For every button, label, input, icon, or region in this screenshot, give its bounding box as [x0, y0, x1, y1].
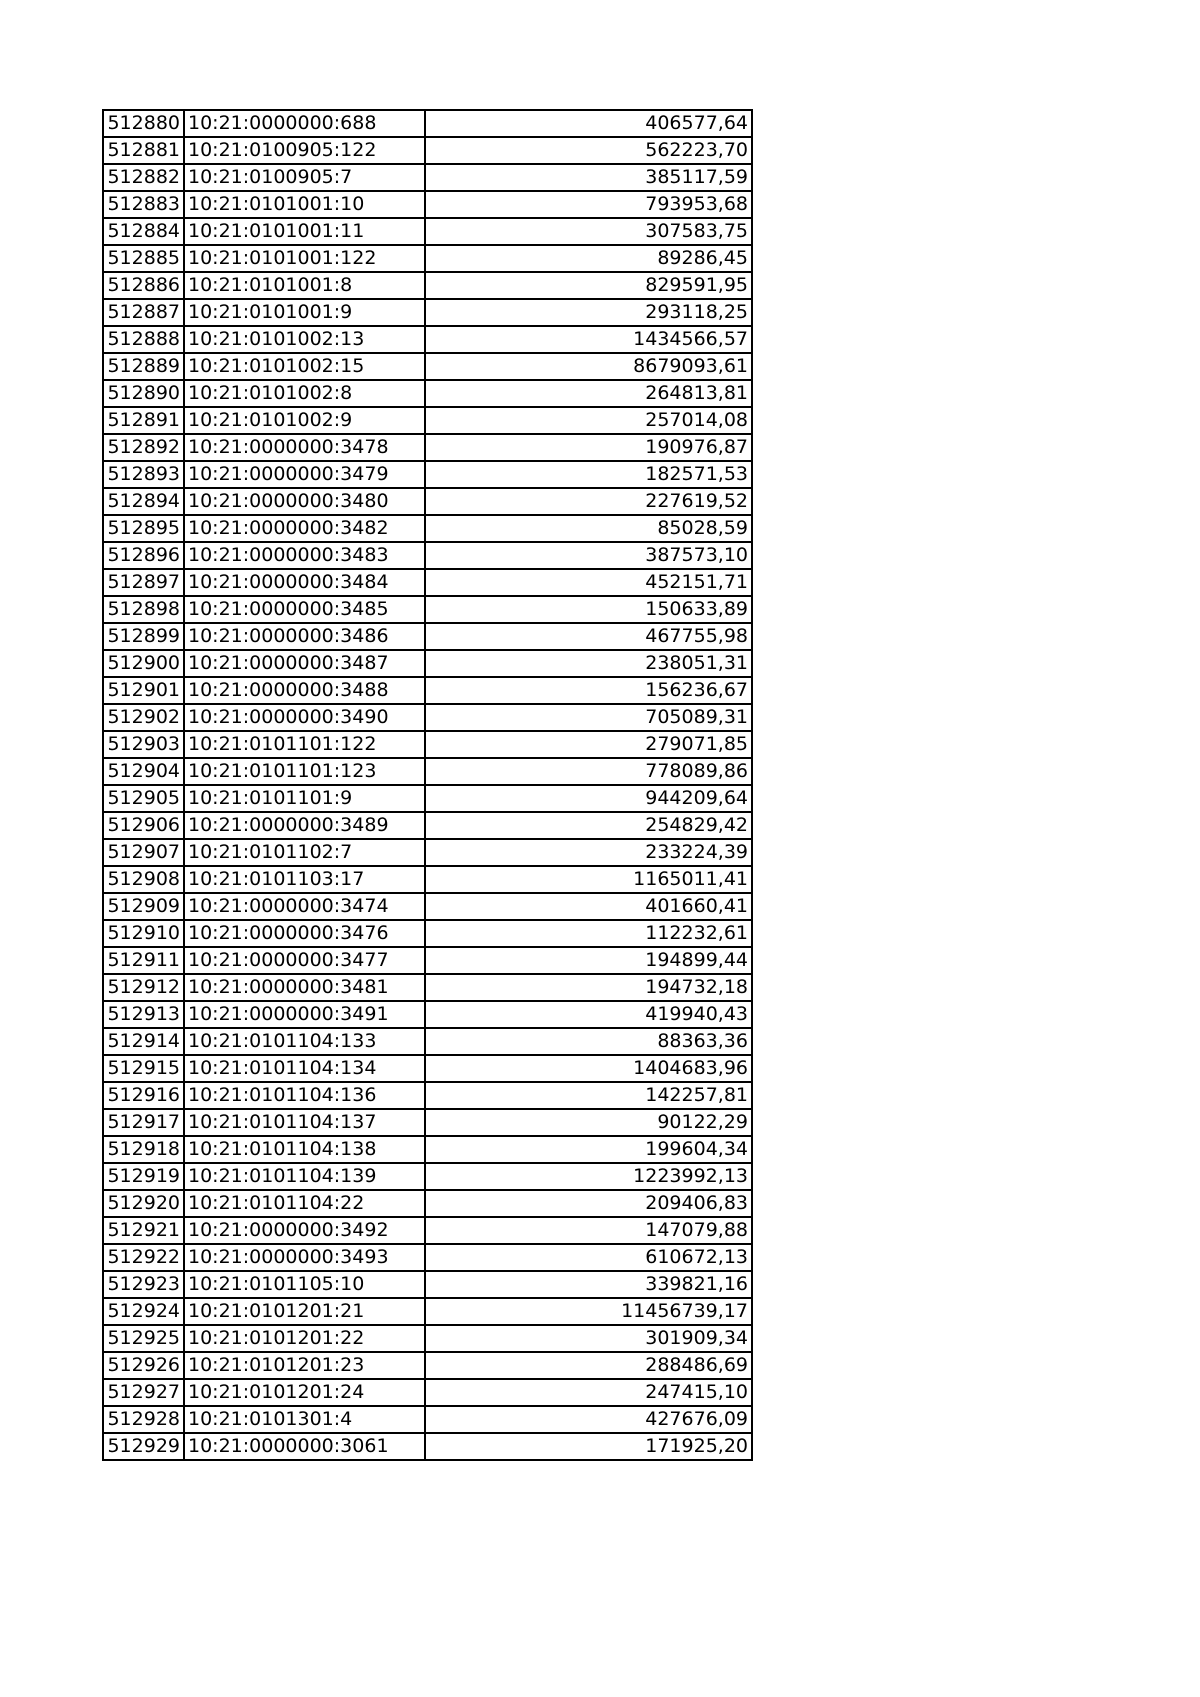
table-row [103, 974, 752, 1001]
value-cell: 171925,20 [425, 1433, 752, 1460]
table-row [103, 596, 752, 623]
cadastral-number-cell: 10:21:0101104:138 [184, 1136, 425, 1163]
table-row [103, 1298, 752, 1325]
row-id-cell: 512916 [103, 1082, 184, 1109]
value-cell: 829591,95 [425, 272, 752, 299]
value-cell: 8679093,61 [425, 353, 752, 380]
row-id-cell: 512890 [103, 380, 184, 407]
value-cell: 147079,88 [425, 1217, 752, 1244]
value-cell: 257014,08 [425, 407, 752, 434]
row-id-cell: 512883 [103, 191, 184, 218]
value-cell: 406577,64 [425, 110, 752, 137]
row-id-cell: 512900 [103, 650, 184, 677]
row-id-cell: 512928 [103, 1406, 184, 1433]
table-body [103, 110, 752, 1460]
row-id-cell: 512911 [103, 947, 184, 974]
row-id-cell: 512905 [103, 785, 184, 812]
value-cell: 452151,71 [425, 569, 752, 596]
cadastral-number-cell: 10:21:0000000:3482 [184, 515, 425, 542]
table-row [103, 461, 752, 488]
row-id-cell: 512899 [103, 623, 184, 650]
cadastral-number-cell: 10:21:0000000:688 [184, 110, 425, 137]
value-cell: 150633,89 [425, 596, 752, 623]
table-row [103, 1109, 752, 1136]
cadastral-number-cell: 10:21:0101103:17 [184, 866, 425, 893]
row-id-cell: 512906 [103, 812, 184, 839]
table-row [103, 1352, 752, 1379]
row-id-cell: 512908 [103, 866, 184, 893]
table-row [103, 110, 752, 137]
row-id-cell: 512884 [103, 218, 184, 245]
cadastral-number-cell: 10:21:0101102:7 [184, 839, 425, 866]
table-row [103, 326, 752, 353]
value-cell: 85028,59 [425, 515, 752, 542]
value-cell: 90122,29 [425, 1109, 752, 1136]
row-id-cell: 512917 [103, 1109, 184, 1136]
cadastral-number-cell: 10:21:0000000:3492 [184, 1217, 425, 1244]
table-row [103, 731, 752, 758]
table-row [103, 380, 752, 407]
row-id-cell: 512897 [103, 569, 184, 596]
cadastral-number-cell: 10:21:0101001:9 [184, 299, 425, 326]
value-cell: 339821,16 [425, 1271, 752, 1298]
table-row [103, 407, 752, 434]
row-id-cell: 512894 [103, 488, 184, 515]
row-id-cell: 512888 [103, 326, 184, 353]
cadastral-number-cell: 10:21:0000000:3485 [184, 596, 425, 623]
table-row [103, 434, 752, 461]
cadastral-number-cell: 10:21:0000000:3487 [184, 650, 425, 677]
row-id-cell: 512904 [103, 758, 184, 785]
data-table [102, 109, 753, 1461]
value-cell: 705089,31 [425, 704, 752, 731]
cadastral-number-cell: 10:21:0000000:3474 [184, 893, 425, 920]
cadastral-number-cell: 10:21:0101104:22 [184, 1190, 425, 1217]
table-row [103, 1028, 752, 1055]
cadastral-number-cell: 10:21:0000000:3061 [184, 1433, 425, 1460]
cadastral-number-cell: 10:21:0101201:22 [184, 1325, 425, 1352]
value-cell: 264813,81 [425, 380, 752, 407]
table-row [103, 272, 752, 299]
value-cell: 233224,39 [425, 839, 752, 866]
cadastral-number-cell: 10:21:0000000:3490 [184, 704, 425, 731]
row-id-cell: 512896 [103, 542, 184, 569]
value-cell: 385117,59 [425, 164, 752, 191]
value-cell: 778089,86 [425, 758, 752, 785]
cadastral-number-cell: 10:21:0000000:3477 [184, 947, 425, 974]
table-row [103, 1271, 752, 1298]
row-id-cell: 512882 [103, 164, 184, 191]
row-id-cell: 512926 [103, 1352, 184, 1379]
value-cell: 190976,87 [425, 434, 752, 461]
row-id-cell: 512880 [103, 110, 184, 137]
table-row [103, 758, 752, 785]
row-id-cell: 512892 [103, 434, 184, 461]
row-id-cell: 512915 [103, 1055, 184, 1082]
cadastral-number-cell: 10:21:0101105:10 [184, 1271, 425, 1298]
cadastral-number-cell: 10:21:0000000:3479 [184, 461, 425, 488]
value-cell: 247415,10 [425, 1379, 752, 1406]
table-row [103, 1190, 752, 1217]
cadastral-number-cell: 10:21:0101002:9 [184, 407, 425, 434]
value-cell: 227619,52 [425, 488, 752, 515]
row-id-cell: 512914 [103, 1028, 184, 1055]
table-row [103, 1136, 752, 1163]
table-row [103, 650, 752, 677]
value-cell: 1165011,41 [425, 866, 752, 893]
cadastral-number-cell: 10:21:0101104:133 [184, 1028, 425, 1055]
cadastral-number-cell: 10:21:0000000:3481 [184, 974, 425, 1001]
cadastral-number-cell: 10:21:0000000:3478 [184, 434, 425, 461]
value-cell: 793953,68 [425, 191, 752, 218]
cadastral-number-cell: 10:21:0100905:7 [184, 164, 425, 191]
row-id-cell: 512909 [103, 893, 184, 920]
table-row [103, 1379, 752, 1406]
value-cell: 467755,98 [425, 623, 752, 650]
table-row [103, 569, 752, 596]
value-cell: 209406,83 [425, 1190, 752, 1217]
row-id-cell: 512901 [103, 677, 184, 704]
row-id-cell: 512887 [103, 299, 184, 326]
cadastral-number-cell: 10:21:0101201:24 [184, 1379, 425, 1406]
table-row [103, 1055, 752, 1082]
cadastral-number-cell: 10:21:0000000:3480 [184, 488, 425, 515]
value-cell: 288486,69 [425, 1352, 752, 1379]
value-cell: 279071,85 [425, 731, 752, 758]
value-cell: 610672,13 [425, 1244, 752, 1271]
row-id-cell: 512886 [103, 272, 184, 299]
value-cell: 562223,70 [425, 137, 752, 164]
table-row [103, 920, 752, 947]
table-row [103, 785, 752, 812]
table-row [103, 488, 752, 515]
row-id-cell: 512918 [103, 1136, 184, 1163]
table-row [103, 1433, 752, 1460]
value-cell: 401660,41 [425, 893, 752, 920]
table-row [103, 542, 752, 569]
value-cell: 307583,75 [425, 218, 752, 245]
value-cell: 11456739,17 [425, 1298, 752, 1325]
cadastral-number-cell: 10:21:0101301:4 [184, 1406, 425, 1433]
value-cell: 238051,31 [425, 650, 752, 677]
table-row [103, 1163, 752, 1190]
value-cell: 1223992,13 [425, 1163, 752, 1190]
row-id-cell: 512881 [103, 137, 184, 164]
table-row [103, 164, 752, 191]
table-row [103, 191, 752, 218]
value-cell: 944209,64 [425, 785, 752, 812]
cadastral-number-cell: 10:21:0101001:122 [184, 245, 425, 272]
cadastral-number-cell: 10:21:0101002:8 [184, 380, 425, 407]
value-cell: 142257,81 [425, 1082, 752, 1109]
table-row [103, 1406, 752, 1433]
table-row [103, 1001, 752, 1028]
row-id-cell: 512913 [103, 1001, 184, 1028]
table-row [103, 812, 752, 839]
table-row [103, 893, 752, 920]
cadastral-number-cell: 10:21:0101104:137 [184, 1109, 425, 1136]
value-cell: 387573,10 [425, 542, 752, 569]
row-id-cell: 512924 [103, 1298, 184, 1325]
row-id-cell: 512929 [103, 1433, 184, 1460]
cadastral-number-cell: 10:21:0101001:10 [184, 191, 425, 218]
row-id-cell: 512895 [103, 515, 184, 542]
value-cell: 112232,61 [425, 920, 752, 947]
cadastral-number-cell: 10:21:0101001:8 [184, 272, 425, 299]
row-id-cell: 512885 [103, 245, 184, 272]
row-id-cell: 512891 [103, 407, 184, 434]
value-cell: 194732,18 [425, 974, 752, 1001]
table-row [103, 1082, 752, 1109]
cadastral-number-cell: 10:21:0101101:122 [184, 731, 425, 758]
row-id-cell: 512907 [103, 839, 184, 866]
cadastral-number-cell: 10:21:0101101:123 [184, 758, 425, 785]
value-cell: 293118,25 [425, 299, 752, 326]
table-row [103, 839, 752, 866]
table-row [103, 866, 752, 893]
value-cell: 199604,34 [425, 1136, 752, 1163]
row-id-cell: 512922 [103, 1244, 184, 1271]
row-id-cell: 512921 [103, 1217, 184, 1244]
value-cell: 156236,67 [425, 677, 752, 704]
value-cell: 254829,42 [425, 812, 752, 839]
row-id-cell: 512893 [103, 461, 184, 488]
row-id-cell: 512902 [103, 704, 184, 731]
table-row [103, 1244, 752, 1271]
value-cell: 194899,44 [425, 947, 752, 974]
table-row [103, 245, 752, 272]
value-cell: 427676,09 [425, 1406, 752, 1433]
cadastral-number-cell: 10:21:0000000:3493 [184, 1244, 425, 1271]
value-cell: 301909,34 [425, 1325, 752, 1352]
row-id-cell: 512927 [103, 1379, 184, 1406]
cadastral-number-cell: 10:21:0000000:3484 [184, 569, 425, 596]
cadastral-number-cell: 10:21:0000000:3489 [184, 812, 425, 839]
cadastral-number-cell: 10:21:0000000:3476 [184, 920, 425, 947]
cadastral-number-cell: 10:21:0101104:139 [184, 1163, 425, 1190]
cadastral-number-cell: 10:21:0101001:11 [184, 218, 425, 245]
row-id-cell: 512898 [103, 596, 184, 623]
cadastral-number-cell: 10:21:0101101:9 [184, 785, 425, 812]
cadastral-number-cell: 10:21:0101201:23 [184, 1352, 425, 1379]
cadastral-number-cell: 10:21:0101104:134 [184, 1055, 425, 1082]
row-id-cell: 512889 [103, 353, 184, 380]
row-id-cell: 512910 [103, 920, 184, 947]
table-row [103, 515, 752, 542]
row-id-cell: 512903 [103, 731, 184, 758]
row-id-cell: 512919 [103, 1163, 184, 1190]
table-row [103, 218, 752, 245]
cadastral-number-cell: 10:21:0000000:3491 [184, 1001, 425, 1028]
cadastral-number-cell: 10:21:0000000:3488 [184, 677, 425, 704]
cadastral-number-cell: 10:21:0101104:136 [184, 1082, 425, 1109]
value-cell: 1404683,96 [425, 1055, 752, 1082]
table-row [103, 1217, 752, 1244]
row-id-cell: 512912 [103, 974, 184, 1001]
table-row [103, 677, 752, 704]
table-row [103, 1325, 752, 1352]
value-cell: 182571,53 [425, 461, 752, 488]
value-cell: 89286,45 [425, 245, 752, 272]
cadastral-number-cell: 10:21:0100905:122 [184, 137, 425, 164]
row-id-cell: 512923 [103, 1271, 184, 1298]
value-cell: 1434566,57 [425, 326, 752, 353]
table-row [103, 623, 752, 650]
cadastral-number-cell: 10:21:0000000:3483 [184, 542, 425, 569]
cadastral-number-cell: 10:21:0101201:21 [184, 1298, 425, 1325]
table-row [103, 947, 752, 974]
row-id-cell: 512925 [103, 1325, 184, 1352]
cadastral-number-cell: 10:21:0101002:15 [184, 353, 425, 380]
table-row [103, 704, 752, 731]
row-id-cell: 512920 [103, 1190, 184, 1217]
cadastral-number-cell: 10:21:0101002:13 [184, 326, 425, 353]
cadastral-number-cell: 10:21:0000000:3486 [184, 623, 425, 650]
value-cell: 419940,43 [425, 1001, 752, 1028]
value-cell: 88363,36 [425, 1028, 752, 1055]
table-row [103, 137, 752, 164]
table-row [103, 299, 752, 326]
table-row [103, 353, 752, 380]
